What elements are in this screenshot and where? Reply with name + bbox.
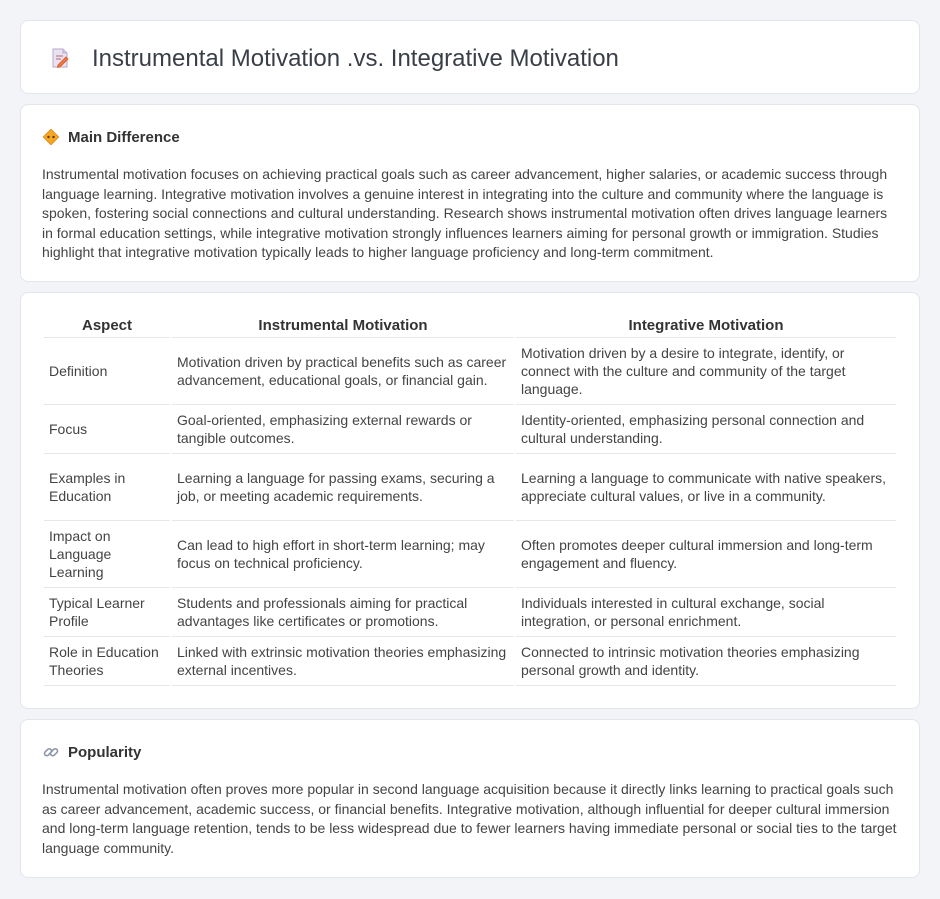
table-row <box>44 454 896 521</box>
cell-aspect: Definition <box>44 338 170 405</box>
header-aspect: Aspect <box>44 315 170 338</box>
main-difference-heading <box>42 128 180 146</box>
page-title: Instrumental Motivation .vs. Integrative Motivation <box>92 45 619 72</box>
table-row <box>44 338 896 405</box>
cell-integrative: Individuals interested in cultural exchange, social integration, or personal enrichment. <box>516 588 896 637</box>
popularity-text: Instrumental motivation often proves more popular in second language acquisition because it directly links learning to practical goals such as career advancement, academic success, or financial benefits. Integrative motivation, although influential for deeper cultural immersion and long-term language retention, tends to be less widespread due to fewer learners having immediate personal or social ties to the target language community. <box>42 781 897 856</box>
cell-instrumental: Can lead to high effort in short-term learning; may focus on technical proficiency. <box>172 521 514 588</box>
popularity-card <box>20 719 920 878</box>
cell-integrative: Learning a language to communicate with native speakers, appreciate cultural values, or live in a community. <box>516 454 896 521</box>
cell-instrumental: Linked with extrinsic motivation theories emphasizing external incentives. <box>172 637 514 686</box>
link-icon <box>42 743 60 761</box>
comparison-table <box>42 315 898 686</box>
table-header-row <box>44 315 896 338</box>
popularity-label: Popularity <box>68 743 142 761</box>
header-instrumental: Instrumental Motivation <box>172 315 514 338</box>
popularity-heading <box>42 743 141 761</box>
table-row <box>44 637 896 686</box>
cell-instrumental: Learning a language for passing exams, securing a job, or meeting academic requirements. <box>172 454 514 521</box>
cell-aspect: Impact on Language Learning <box>44 521 170 588</box>
cell-integrative: Often promotes deeper cultural immersion and long-term engagement and fluency. <box>516 521 896 588</box>
table-row <box>44 521 896 588</box>
main-difference-text: Instrumental motivation focuses on achieving practical goals such as career advancement, higher salaries, or academic success through language learning. Integrative motivation involves a genuine interest in integrating into the culture and community where the language is spoken, fostering social connections and cultural understanding. Research shows instrumental motivation often drives language learners in formal education settings, while integrative motivation strongly influences learners aiming for personal growth or immigration. Studies highlight that integrative motivation typically leads to higher language proficiency and long-term commitment. <box>42 166 888 261</box>
main-difference-card <box>20 104 920 282</box>
comparison-table-card <box>20 292 920 709</box>
cell-integrative: Identity-oriented, emphasizing personal connection and cultural understanding. <box>516 405 896 454</box>
cell-instrumental: Motivation driven by practical benefits such as career advancement, educational goals, or financial gain. <box>172 338 514 405</box>
main-difference-label: Main Difference <box>68 128 180 146</box>
cell-aspect: Examples in Education <box>44 454 170 521</box>
cell-instrumental: Goal-oriented, emphasizing external rewards or tangible outcomes. <box>172 405 514 454</box>
cell-aspect: Role in Education Theories <box>44 637 170 686</box>
table-row <box>44 405 896 454</box>
cell-integrative: Motivation driven by a desire to integrate, identify, or connect with the culture and community of the target language. <box>516 338 896 405</box>
header-integrative: Integrative Motivation <box>516 315 896 338</box>
table-row <box>44 588 896 637</box>
cell-instrumental: Students and professionals aiming for practical advantages like certificates or promotions. <box>172 588 514 637</box>
cell-aspect: Focus <box>44 405 170 454</box>
title-card <box>20 20 920 94</box>
document-edit-icon <box>49 47 71 69</box>
cell-aspect: Typical Learner Profile <box>44 588 170 637</box>
diamond-warning-icon <box>42 128 60 146</box>
cell-integrative: Connected to intrinsic motivation theories emphasizing personal growth and identity. <box>516 637 896 686</box>
